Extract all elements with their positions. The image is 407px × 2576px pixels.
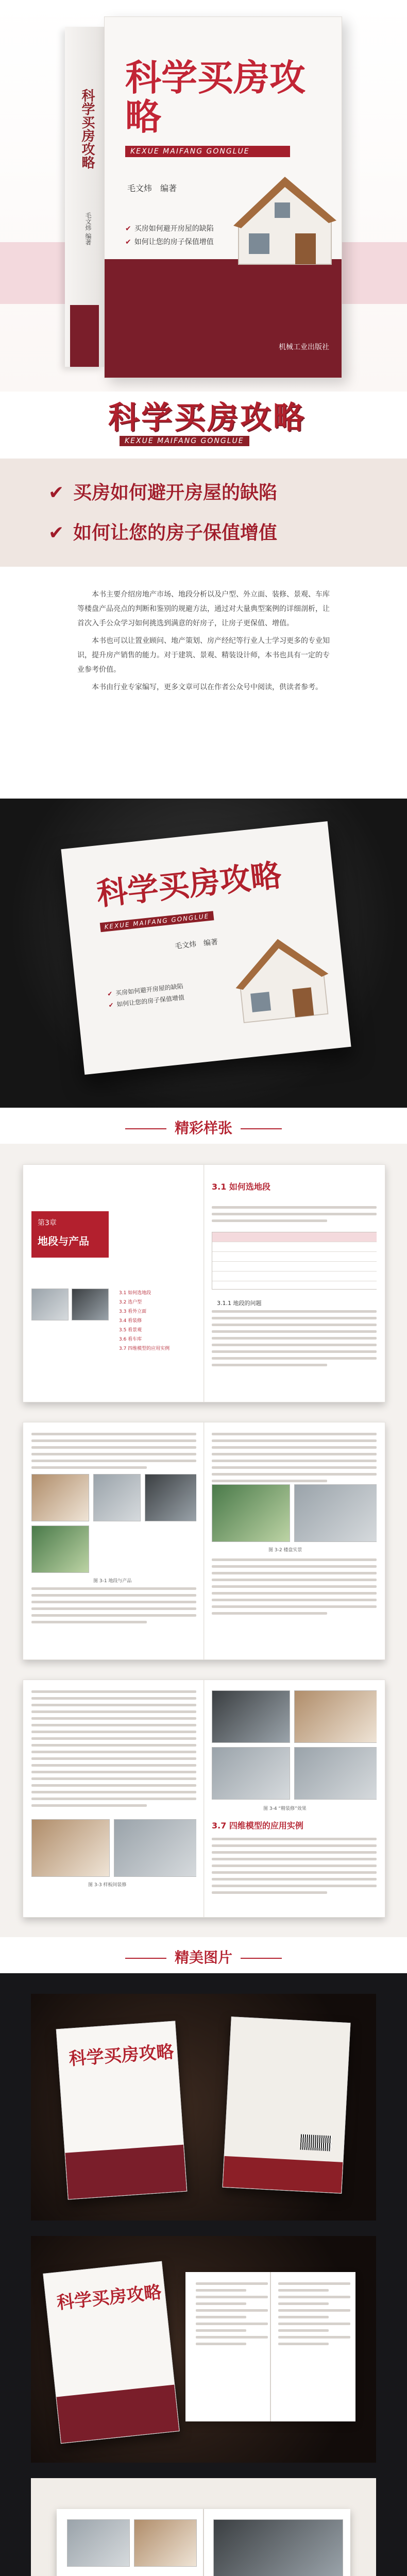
- toc-item: 3.4 看装修: [119, 1318, 142, 1324]
- body-text: [31, 1587, 196, 1628]
- sample-photo: [31, 1819, 110, 1877]
- photo-book-title: 科学买房攻略: [56, 2282, 163, 2314]
- photo-tag-text: 如何让您的房子保值增值: [116, 993, 185, 1008]
- samples-heading: [0, 1117, 407, 1138]
- cover-pinyin: KEXUE MAIFANG GONGLUE: [125, 146, 290, 157]
- sample-photo: [294, 1690, 377, 1743]
- open-page: [196, 2282, 268, 2411]
- banner-pinyin: KEXUE MAIFANG GONGLUE: [120, 436, 249, 446]
- sample-photo: [67, 2519, 130, 2567]
- check-icon: ✔: [48, 522, 64, 544]
- description-section: [0, 567, 407, 799]
- photos-heading-section: [0, 1937, 407, 1973]
- heading-rule: [125, 1958, 166, 1959]
- sample-photo: [31, 1474, 89, 1521]
- sample-photo: [212, 1747, 290, 1800]
- sample-photo: [145, 1474, 196, 1521]
- book-spine: [65, 27, 105, 367]
- toc-item: 3.6 看车库: [119, 1337, 142, 1342]
- hero-book: [65, 16, 343, 372]
- sample-photo: [114, 1819, 196, 1877]
- cover-author: 毛文炜 编著: [127, 183, 177, 193]
- check-icon: ✔: [125, 225, 131, 233]
- photo-book-front: [56, 2021, 188, 2199]
- sample-page-left: [31, 1433, 196, 1649]
- feature-item: [48, 478, 277, 504]
- book-photo: [61, 821, 351, 1075]
- book-fold: [270, 2272, 271, 2421]
- check-icon: ✔: [48, 482, 64, 503]
- samples-heading-section: [0, 1108, 407, 1144]
- barcode: [300, 2134, 332, 2151]
- toc-item: 3.1 如何选地段: [119, 1291, 151, 1296]
- figure-caption: 图 3-3 样板间装修: [88, 1883, 127, 1888]
- check-icon: ✔: [125, 238, 131, 246]
- body-text: [278, 2282, 350, 2349]
- body-text: [212, 1558, 377, 1619]
- product-photo-open-pages: [31, 2478, 376, 2576]
- body-text: [212, 1433, 377, 1486]
- cover-tag-text: 买房如何避开房屋的缺陷: [134, 225, 214, 233]
- photo-open-book: [57, 2509, 350, 2576]
- samples-section: [0, 1144, 407, 1937]
- product-photo-front-toc: [31, 2236, 376, 2463]
- sample-photo: [31, 1526, 89, 1573]
- cover-tag: [125, 236, 214, 247]
- description-paragraph: 本书由行业专家编写，更多文章可以在作者公众号中阅读，供读者参考。: [92, 683, 323, 691]
- body-text: [212, 1206, 377, 1226]
- sample-photo: [134, 2519, 197, 2567]
- cover-band: [105, 259, 342, 378]
- book-fold: [204, 1422, 205, 1659]
- body-text: [212, 1310, 377, 1370]
- cover-tag-text: 如何让您的房子保值增值: [134, 238, 214, 246]
- open-page: [213, 2519, 342, 2576]
- sample-photo: [212, 1484, 290, 1542]
- sample-page-left: [31, 1175, 196, 1392]
- check-icon: ✔: [107, 990, 113, 998]
- heading-rule: [241, 1128, 282, 1129]
- sample-photo: [212, 1690, 290, 1743]
- title-banner: [0, 392, 407, 459]
- open-page: [278, 2282, 350, 2411]
- feature-item: [48, 518, 277, 545]
- chapter-block: [31, 1211, 109, 1258]
- sample-photo: [72, 1289, 109, 1320]
- chapter-title: 地段与产品: [38, 1235, 89, 1247]
- section-heading: 3.1 如何选地段: [212, 1182, 270, 1192]
- photo-book-back: [222, 2016, 350, 2194]
- sample-spread: [23, 1680, 385, 1918]
- photo-book-band: [65, 2145, 187, 2199]
- toc-item: 3.7 四维模型的应用实例: [119, 1346, 170, 1351]
- figure-caption: 图 3-4 “精装修”效果: [263, 1806, 307, 1811]
- photo-book-band: [223, 2156, 343, 2193]
- hero-section: [0, 0, 407, 392]
- cover-title: 科学买房攻略: [125, 56, 306, 138]
- book-fold: [204, 1680, 205, 1917]
- sample-photo: [294, 1747, 377, 1800]
- open-page: [67, 2519, 196, 2576]
- feature-text: 买房如何避开房屋的缺陷: [73, 482, 278, 503]
- sample-page-right: [212, 1175, 377, 1392]
- sample-photo: [213, 2519, 343, 2576]
- figure-caption: 图 3-1 地段与产品: [93, 1579, 132, 1584]
- description-paragraph: 本书也可以让置业顾问、地产策划、房产经纪等行业人士学习更多的专业知识，提升房产销售的能力。对于建筑、景观、精装设计师，本书也具有一定的专业参考价值。: [77, 637, 330, 674]
- feature-text: 如何让您的房子保值增值: [73, 522, 278, 544]
- sample-page-right: [212, 1433, 377, 1649]
- sample-page-right: [212, 1690, 377, 1907]
- heading-rule: [125, 1128, 166, 1129]
- book-fold: [203, 2509, 204, 2576]
- body-text: [196, 2282, 268, 2349]
- photo-title: 科学买房攻略: [95, 857, 283, 913]
- body-text: [31, 1433, 196, 1473]
- house-illustration: [225, 920, 338, 1033]
- chapter-number: 第3章: [38, 1219, 57, 1227]
- book-cover: [104, 16, 342, 378]
- photos-section: [0, 1973, 407, 2576]
- sample-spread: [23, 1164, 385, 1402]
- book-fold: [204, 1165, 205, 1402]
- figure-caption: 图 3-2 楼盘实景: [268, 1548, 302, 1553]
- chapter-toc: [119, 1289, 191, 1353]
- cover-publisher: 机械工业出版社: [279, 343, 329, 351]
- photo-tag-text: 买房如何避开房屋的缺陷: [115, 982, 184, 997]
- photo-author: 毛文炜 编著: [174, 938, 218, 951]
- sample-table: [212, 1232, 377, 1290]
- photo-open-book: [185, 2272, 355, 2421]
- book-photo-section: [0, 799, 407, 1108]
- toc-item: 3.2 选户型: [119, 1300, 142, 1305]
- toc-item: 3.5 看景观: [119, 1328, 142, 1333]
- heading-text: 精彩样张: [174, 1120, 232, 1137]
- section-subheading: 3.1.1 地段的问题: [217, 1300, 262, 1307]
- spine-title: 科学买房攻略: [79, 89, 95, 169]
- banner-title: 科学买房攻略: [108, 400, 306, 436]
- heading-rule: [241, 1958, 282, 1959]
- sample-photo: [31, 1289, 69, 1320]
- body-text: [212, 1838, 377, 1898]
- product-photo-front-back: [31, 1994, 376, 2221]
- heading-text: 精美图片: [174, 1949, 232, 1966]
- description-paragraph: 本书主要介绍房地产市场、地段分析以及户型、外立面、装修、景观、车库等楼盘产品亮点的判断和鉴别的规避方法，通过对大量典型案例的详细剖析，让首次入手公众学习如何挑选到满意的好房子，让房子更保值、增值。: [77, 590, 330, 628]
- spine-band: [70, 305, 99, 367]
- feature-section: [0, 459, 407, 567]
- toc-item: 3.3 看外立面: [119, 1309, 147, 1314]
- sample-page-left: [31, 1690, 196, 1907]
- sample-photo: [294, 1484, 377, 1542]
- sample-spread: [23, 1422, 385, 1660]
- sample-photo: [93, 1474, 141, 1521]
- photo-book-title: 科学买房攻略: [68, 2041, 175, 2070]
- photos-heading: [0, 1946, 407, 1967]
- house-illustration: [228, 161, 342, 275]
- photo-pinyin: KEXUE MAIFANG GONGLUE: [100, 911, 214, 932]
- photo-book-band: [56, 2385, 179, 2444]
- cover-tag: [125, 223, 214, 233]
- body-text: [31, 1690, 196, 1811]
- spine-author: 毛文炜 编著: [84, 212, 92, 245]
- photo-book-front: [43, 2261, 179, 2444]
- description-text: [77, 587, 330, 698]
- check-icon: ✔: [108, 1001, 114, 1009]
- section-heading: 3.7 四维模型的应用实例: [212, 1821, 303, 1831]
